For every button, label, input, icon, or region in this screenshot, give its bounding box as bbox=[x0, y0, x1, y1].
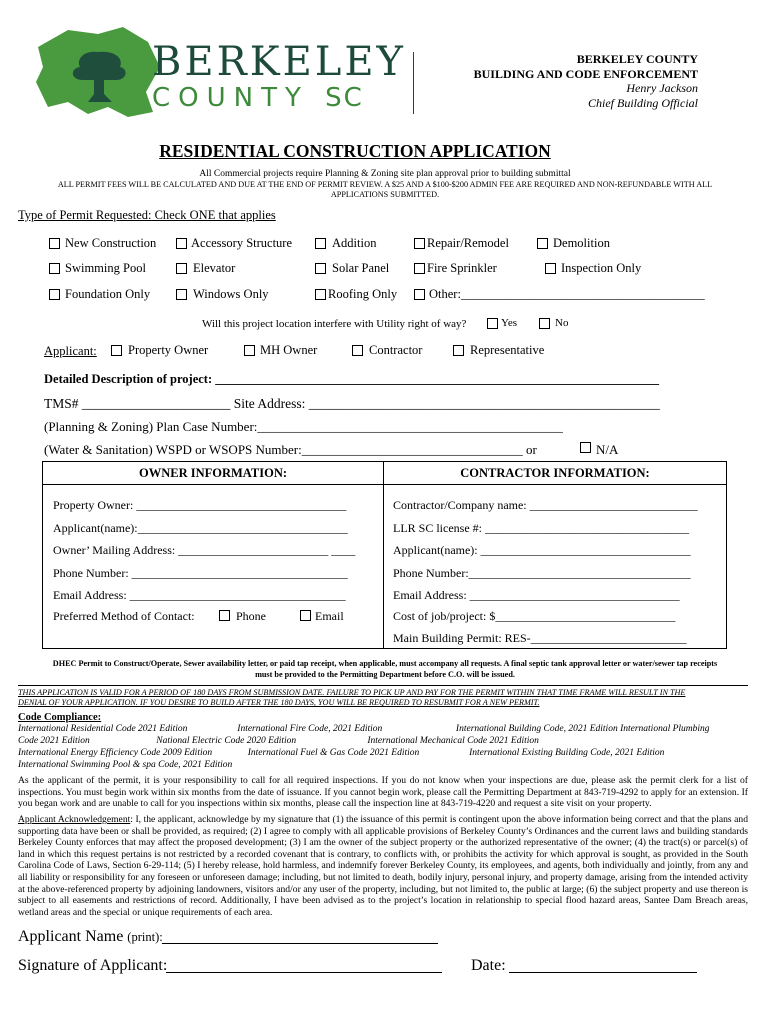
date-line[interactable] bbox=[509, 972, 697, 973]
checkbox[interactable] bbox=[315, 238, 326, 249]
signature-line[interactable] bbox=[166, 972, 442, 973]
ack-label: Applicant Acknowledgement bbox=[18, 814, 131, 825]
checkbox[interactable] bbox=[176, 238, 187, 249]
checkbox[interactable] bbox=[300, 610, 311, 621]
contact-method-label: Preferred Method of Contact: bbox=[53, 609, 195, 623]
official-title: Chief Building Official bbox=[588, 95, 698, 110]
checkbox[interactable] bbox=[315, 263, 326, 274]
checkbox[interactable] bbox=[545, 263, 556, 274]
applicant-name-label: Applicant Name bbox=[18, 928, 124, 945]
contractor-heading: CONTRACTOR INFORMATION: bbox=[460, 466, 650, 480]
checkbox[interactable] bbox=[315, 289, 326, 300]
checkbox[interactable] bbox=[453, 345, 464, 356]
checkbox[interactable] bbox=[49, 263, 60, 274]
logo-county: COUNTY bbox=[152, 83, 309, 113]
contractor-applicant-field[interactable]: Applicant(name): ___________________________________ bbox=[393, 543, 691, 557]
contractor-company-field[interactable]: Contractor/Company name: ____________________________ bbox=[393, 498, 698, 512]
dept-line2: BUILDING AND CODE ENFORCEMENT bbox=[473, 66, 698, 81]
utility-question: Will this project location interfere with Utility right of way? bbox=[202, 318, 467, 330]
checkbox[interactable] bbox=[176, 289, 187, 300]
notice-fees-2: APPLICATIONS SUBMITTED. bbox=[330, 190, 440, 199]
owner-applicant-field[interactable]: Applicant(name):___________________________________ bbox=[53, 521, 348, 535]
logo-berkeley: BERKELEY bbox=[152, 39, 406, 85]
checkbox[interactable] bbox=[487, 318, 498, 329]
project-description-field[interactable]: Detailed Description of project: _______________________________________________________________________ bbox=[44, 372, 660, 386]
checkbox[interactable] bbox=[176, 263, 187, 274]
checkbox[interactable] bbox=[537, 238, 548, 249]
permit-type-heading: Type of Permit Requested: Check ONE that applies bbox=[18, 208, 276, 222]
code-line-1: International Residential Code 2021 Edition International Fire Code, 2021 Edition International Building Code, 2021 Edition International Plumbing bbox=[18, 724, 710, 734]
checkbox[interactable] bbox=[414, 238, 425, 249]
code-heading: Code Compliance: bbox=[18, 712, 102, 723]
owner-email-field[interactable]: Email Address: ____________________________________ bbox=[53, 588, 346, 602]
applicant-name-field[interactable] bbox=[18, 928, 163, 946]
main-permit-field[interactable]: Main Building Permit: RES-__________________________ bbox=[393, 631, 687, 645]
dhec-notice-2: must be provided to the Permitting Department before C.O. will be issued. bbox=[255, 670, 515, 679]
applicant-label: Applicant: bbox=[44, 344, 97, 358]
checkbox[interactable] bbox=[414, 289, 425, 300]
validity-separator bbox=[18, 685, 748, 686]
owner-heading: OWNER INFORMATION: bbox=[138, 466, 288, 480]
plan-case-field[interactable]: (Planning & Zoning) Plan Case Number:_______________________________________________ bbox=[44, 419, 563, 434]
dhec-notice: DHEC Permit to Construct/Operate, Sewer availability letter, or paid tap receipt, when applicable, must accompany all requests. A final septic tank approval letter or water/sewer tap receipts bbox=[52, 659, 718, 668]
table-header-line bbox=[43, 484, 726, 485]
logo-divider bbox=[413, 52, 414, 114]
checkbox[interactable] bbox=[352, 345, 363, 356]
checkbox[interactable] bbox=[244, 345, 255, 356]
checkbox[interactable] bbox=[219, 610, 230, 621]
code-line-3: International Energy Efficiency Code 2009 Edition International Fuel & Gas Code 2021 Edition International Existing Building Code, 2021 Edition bbox=[18, 748, 665, 758]
contractor-email-field[interactable]: Email Address: ___________________________________ bbox=[393, 588, 680, 602]
validity-notice-2: DENIAL OF YOUR APPLICATION. IF YOU DESIRE TO BUILD AFTER THE 180 DAYS, YOU WILL BE REQUIRED TO RESUBMIT FOR A NEW PERMIT. bbox=[18, 698, 540, 707]
logo-sc: SC bbox=[325, 83, 364, 113]
job-cost-field[interactable]: Cost of job/project: $______________________________ bbox=[393, 609, 676, 623]
info-table: OWNER INFORMATION: CONTRACTOR INFORMATION: Property Owner: ___________________________________ Applicant(name):___________________________________ Owner’ Mailing Address: _________________________ ____ Phone Number: ____________________________________ Email Address: ____________________________________ Preferred Method of Contact: Phone Email Contractor/Company name: ____________________________ LLR SC license #: __________________________________ Applicant(name): ___________________________________ Phone Number:_____________________________________ Email Address: ___________________________________ Cost of job/project: $______________________________ Main Building Permit: RES-__________________________ bbox=[42, 461, 727, 649]
checkbox[interactable] bbox=[111, 345, 122, 356]
table-divider bbox=[383, 462, 384, 648]
contractor-license-field[interactable]: LLR SC license #: __________________________________ bbox=[393, 521, 689, 535]
page-title: RESIDENTIAL CONSTRUCTION APPLICATION bbox=[159, 141, 551, 161]
checkbox[interactable] bbox=[580, 442, 591, 453]
wspd-field[interactable]: (Water & Sanitation) WSPD or WSOPS Number:__________________________________ or bbox=[44, 442, 537, 457]
contractor-phone-field[interactable]: Phone Number:_____________________________________ bbox=[393, 566, 691, 580]
code-line-2: Code 2021 Edition National Electric Code 2020 Edition International Mechanical Code 2021 Edition bbox=[18, 736, 539, 746]
owner-property-owner-field[interactable]: Property Owner: ___________________________________ bbox=[53, 498, 347, 512]
date-label: Date: bbox=[471, 957, 506, 974]
owner-mailing-address-field[interactable]: Owner’ Mailing Address: _________________________ ____ bbox=[53, 543, 356, 557]
ack-text: : I, the applicant, acknowledge by my signature that (1) the issuance of this permit is contingent upon the above information being correct and that the plans and supporting data have been or shall be provided, as required; (2) I agree to comply with all applicable provisions of Berkeley County’s Ordinances and the current laws and building standards Berkeley County enforces that may affect the proposed development; (3) I am the owner of the subject property or the authorized representative of the owner; (4) the tract(s) or parcel(s) of land in which this request pertains is not restricted by a recorded covenant that is contrary, to conflicts with, or prohibits the activity for which approval is sought, as provided in the South Carolina Code of Laws, Section 6-29-114; (5) I hereby release, hold harmless, and indemnify forever Berkeley County, its employees, and agents, both individually and jointly, from any and all liability or responsibility for any foreseen or unforeseen damage; including, but not limited to death, bodily injury, personal injury, and property damage, arising from the intended activity at the above-referenced property by adjoining landowners, visitors and/or any user of the property, including, but not limited to, the public at large; (6) the subject property and use thereon is subject to all easements and restrictions of record. Additionally, I have been advised as to the project’s location in relationship to special flood hazard areas, Santee Dam Breach areas, wetland areas and the special or unique requirements of each area. bbox=[18, 814, 748, 918]
acknowledgement-paragraph bbox=[18, 814, 748, 918]
checkbox[interactable] bbox=[414, 263, 425, 274]
applicant-name-suffix: (print): bbox=[127, 930, 163, 944]
county-map-icon bbox=[28, 22, 168, 122]
validity-notice: THIS APPLICATION IS VALID FOR A PERIOD OF 180 DAYS FROM SUBMISSION DATE. FAILURE TO PICK UP AND PAY FOR THE PERMIT WITHIN THAT TIME FRAME WILL RESULT IN THE bbox=[18, 688, 686, 697]
owner-phone-field[interactable]: Phone Number: ____________________________________ bbox=[53, 566, 348, 580]
checkbox[interactable] bbox=[49, 289, 60, 300]
checkbox[interactable] bbox=[49, 238, 60, 249]
inspections-paragraph: As the applicant of the permit, it is your responsibility to call for all required inspections. If you do not know when your inspections are due, please ask the permit clerk for a list of inspections. You must begin work within six months from the date of issuance. If you cannot begin work, please call the Permitting Department at 843-719-4292 to apply for an extension. If you began work and are unable to call for you inspections within six months, please call the inspection line at 843-719-4220 and request a site visit on your property. bbox=[18, 775, 748, 810]
applicant-name-line[interactable] bbox=[162, 943, 438, 944]
code-line-4: International Swimming Pool & spa Code, 2021 Edition bbox=[18, 760, 233, 770]
dept-line1: BERKELEY COUNTY bbox=[576, 52, 698, 66]
tms-site-address-field[interactable]: TMS# ______________________ Site Address: ____________________________________________________ bbox=[44, 396, 660, 411]
county-logo bbox=[28, 22, 423, 122]
notice-commercial: All Commercial projects require Planning & Zoning site plan approval prior to building submittal bbox=[199, 169, 571, 179]
checkbox[interactable] bbox=[539, 318, 550, 329]
official-name: Henry Jackson bbox=[626, 81, 698, 95]
signature-label: Signature of Applicant: bbox=[18, 957, 168, 974]
notice-fees: ALL PERMIT FEES WILL BE CALCULATED AND DUE AT THE END OF PERMIT REVIEW. A $25 AND A $100-$200 ADMIN FEE ARE REQUIRED AND NON-REFUNDABLE WITH ALL bbox=[57, 180, 713, 189]
